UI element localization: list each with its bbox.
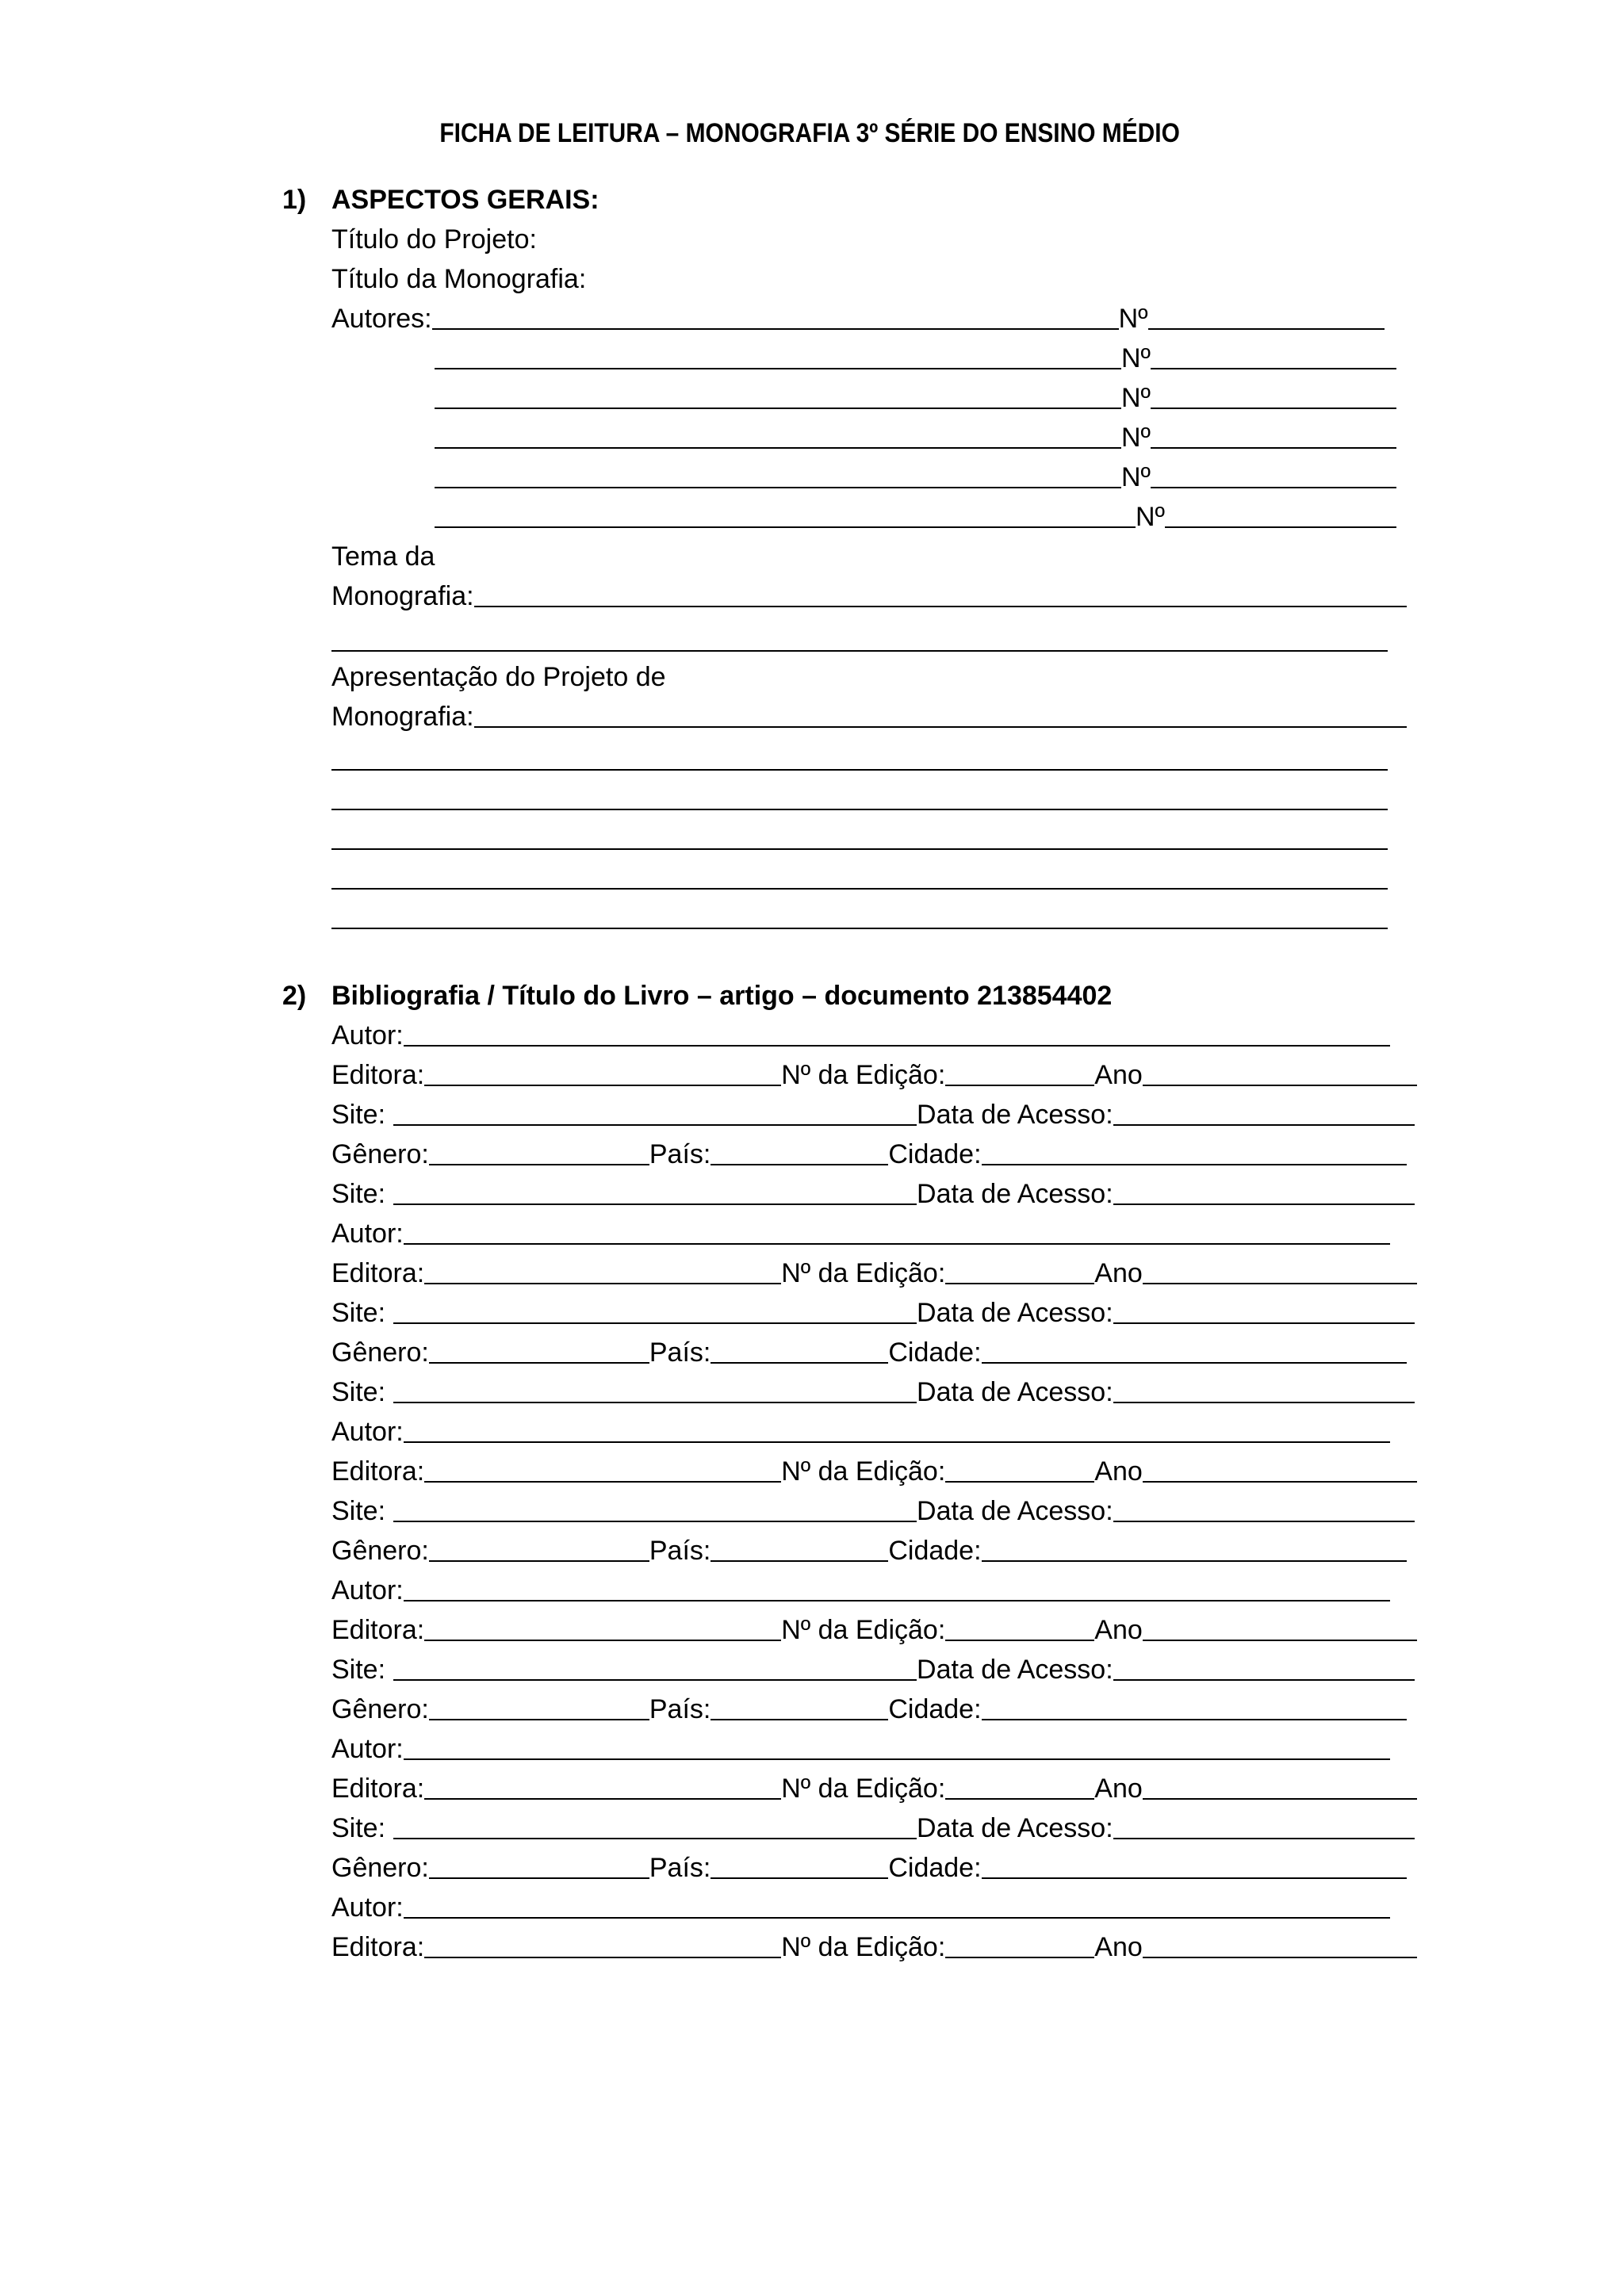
autores-label: Autores:: [331, 304, 432, 334]
ano-label: Ano: [1094, 1060, 1143, 1090]
editora-label: Editora:: [331, 1615, 425, 1645]
data-acesso-field[interactable]: [1113, 1203, 1415, 1205]
edicao-field[interactable]: [945, 1957, 1094, 1958]
data-acesso-field[interactable]: [1113, 1521, 1415, 1522]
site-label: Site:: [331, 1179, 386, 1209]
editora-row: [331, 1451, 1417, 1487]
site-row: [331, 1372, 1415, 1408]
autor-3-number-label: Nº: [1121, 383, 1151, 413]
data-acesso-label: Data de Acesso:: [917, 1179, 1113, 1209]
data-acesso-field[interactable]: [1113, 1124, 1415, 1126]
data-acesso-label: Data de Acesso:: [917, 1496, 1113, 1526]
editora-field[interactable]: [424, 1798, 781, 1800]
autor-field[interactable]: [404, 1045, 1390, 1047]
genero-field[interactable]: [429, 1877, 649, 1879]
genero-field[interactable]: [429, 1164, 649, 1165]
site-row: [331, 1094, 1415, 1131]
data-acesso-field[interactable]: [1113, 1838, 1415, 1839]
pais-field[interactable]: [710, 1164, 888, 1165]
site-field[interactable]: [393, 1679, 917, 1681]
autor-4-row: [435, 417, 1396, 453]
section-2-heading: Bibliografia / Título do Livro – artigo – documento 213854402: [331, 981, 1113, 1011]
edicao-field[interactable]: [945, 1798, 1094, 1800]
section-1-heading: ASPECTOS GERAIS:: [331, 185, 599, 215]
autor-5-number-label: Nº: [1121, 462, 1151, 492]
edicao-label: Nº da Edição:: [781, 1258, 946, 1288]
data-acesso-label: Data de Acesso:: [917, 1655, 1113, 1685]
cidade-label: Cidade:: [888, 1139, 982, 1169]
editora-label: Editora:: [331, 1932, 425, 1962]
autor-1-field[interactable]: [432, 328, 1119, 330]
editora-row: [331, 1054, 1417, 1091]
pais-label: País:: [649, 1694, 711, 1724]
editora-label: Editora:: [331, 1258, 425, 1288]
genero-field[interactable]: [429, 1719, 649, 1720]
editora-row: [331, 1253, 1417, 1289]
autor-5-field[interactable]: [435, 487, 1121, 488]
site-row: [331, 1173, 1415, 1210]
autor-4-number-field[interactable]: [1151, 447, 1396, 449]
genero-row: [331, 1530, 1407, 1567]
edicao-label: Nº da Edição:: [781, 1456, 946, 1487]
pais-field[interactable]: [710, 1719, 888, 1720]
editora-row: [331, 1768, 1417, 1804]
edicao-field[interactable]: [945, 1283, 1094, 1284]
genero-field[interactable]: [429, 1362, 649, 1364]
section-2-number: 2): [282, 981, 307, 1011]
autor-1-number-label: Nº: [1118, 304, 1148, 334]
autor-label: Autor:: [331, 1734, 404, 1764]
autor-5-row: [435, 457, 1396, 493]
site-row: [331, 1490, 1415, 1527]
tema-label-line1: Tema da: [331, 541, 435, 572]
autor-6-row: [435, 496, 1396, 533]
genero-row: [331, 1332, 1407, 1368]
edicao-field[interactable]: [945, 1640, 1094, 1641]
data-acesso-field[interactable]: [1113, 1322, 1415, 1324]
genero-label: Gênero:: [331, 1139, 429, 1169]
site-field[interactable]: [393, 1322, 917, 1324]
genero-row: [331, 1134, 1407, 1170]
autor-row: [331, 1728, 1390, 1765]
edicao-field[interactable]: [945, 1481, 1094, 1483]
autor-2-row: [435, 338, 1396, 374]
autor-label: Autor:: [331, 1575, 404, 1605]
autor-row: [331, 1213, 1390, 1249]
autor-3-field[interactable]: [435, 408, 1121, 409]
autor-2-number-label: Nº: [1121, 343, 1151, 373]
editora-label: Editora:: [331, 1456, 425, 1487]
cidade-label: Cidade:: [888, 1536, 982, 1566]
genero-label: Gênero:: [331, 1337, 429, 1368]
data-acesso-label: Data de Acesso:: [917, 1100, 1113, 1130]
site-field[interactable]: [393, 1521, 917, 1522]
data-acesso-field[interactable]: [1113, 1679, 1415, 1681]
autor-field[interactable]: [404, 1243, 1390, 1245]
editora-field[interactable]: [424, 1283, 781, 1284]
apresentacao-line-1[interactable]: [331, 769, 1388, 771]
autor-6-number-label: Nº: [1136, 502, 1165, 532]
pais-field[interactable]: [710, 1362, 888, 1364]
site-label: Site:: [331, 1655, 386, 1685]
edicao-field[interactable]: [945, 1085, 1094, 1086]
autor-row: [331, 1887, 1390, 1923]
site-label: Site:: [331, 1813, 386, 1843]
autor-row: [331, 1411, 1390, 1448]
cidade-label: Cidade:: [888, 1694, 982, 1724]
pais-label: País:: [649, 1853, 711, 1883]
genero-field[interactable]: [429, 1560, 649, 1562]
autor-1-number-field[interactable]: [1148, 328, 1385, 330]
site-field[interactable]: [393, 1838, 917, 1839]
section-1-number: 1): [282, 185, 307, 215]
ano-label: Ano: [1094, 1456, 1143, 1487]
apresentacao-label-line2: Monografia:: [331, 702, 474, 732]
ano-field[interactable]: [1143, 1640, 1417, 1641]
cidade-field[interactable]: [982, 1362, 1407, 1364]
autor-row: [331, 1015, 1390, 1051]
editora-field[interactable]: [424, 1481, 781, 1483]
apresentacao-field[interactable]: [474, 726, 1407, 728]
pais-label: País:: [649, 1139, 711, 1169]
ano-label: Ano: [1094, 1932, 1143, 1962]
ano-label: Ano: [1094, 1774, 1143, 1804]
editora-label: Editora:: [331, 1774, 425, 1804]
genero-row: [331, 1689, 1407, 1725]
editora-field[interactable]: [424, 1957, 781, 1958]
titulo-monografia-label: Título da Monografia:: [331, 264, 587, 294]
ano-field[interactable]: [1143, 1798, 1417, 1800]
edicao-label: Nº da Edição:: [781, 1615, 946, 1645]
tema-row: [331, 576, 1407, 612]
pais-label: País:: [649, 1536, 711, 1566]
autor-label: Autor:: [331, 1417, 404, 1447]
data-acesso-label: Data de Acesso:: [917, 1298, 1113, 1328]
ano-label: Ano: [1094, 1615, 1143, 1645]
editora-row: [331, 1927, 1417, 1963]
ano-field[interactable]: [1143, 1481, 1417, 1483]
site-label: Site:: [331, 1298, 386, 1328]
data-acesso-label: Data de Acesso:: [917, 1377, 1113, 1407]
edicao-label: Nº da Edição:: [781, 1060, 946, 1090]
autor-4-field[interactable]: [435, 447, 1121, 449]
genero-label: Gênero:: [331, 1694, 429, 1724]
site-label: Site:: [331, 1377, 386, 1407]
autor-field[interactable]: [404, 1758, 1390, 1760]
cidade-label: Cidade:: [888, 1853, 982, 1883]
site-label: Site:: [331, 1100, 386, 1130]
autor-6-field[interactable]: [435, 526, 1136, 528]
apresentacao-line-2[interactable]: [331, 809, 1388, 810]
cidade-field[interactable]: [982, 1164, 1407, 1165]
autor-field[interactable]: [404, 1917, 1390, 1919]
autor-2-number-field[interactable]: [1151, 368, 1396, 369]
apresentacao-line-4[interactable]: [331, 888, 1388, 890]
autor-field[interactable]: [404, 1441, 1390, 1443]
cidade-label: Cidade:: [888, 1337, 982, 1368]
document-title: FICHA DE LEITURA – MONOGRAFIA 3º SÉRIE DO ENSINO MÉDIO: [439, 118, 1180, 148]
pais-field[interactable]: [710, 1560, 888, 1562]
site-row: [331, 1649, 1415, 1686]
autor-field[interactable]: [404, 1600, 1390, 1601]
autor-2-field[interactable]: [435, 368, 1121, 369]
pais-label: País:: [649, 1337, 711, 1368]
autor-5-number-field[interactable]: [1151, 487, 1396, 488]
tema-label-line2: Monografia:: [331, 581, 474, 611]
edicao-label: Nº da Edição:: [781, 1774, 946, 1804]
genero-row: [331, 1847, 1407, 1884]
cidade-field[interactable]: [982, 1719, 1407, 1720]
genero-label: Gênero:: [331, 1853, 429, 1883]
editora-row: [331, 1609, 1417, 1646]
editora-field[interactable]: [424, 1640, 781, 1641]
site-label: Site:: [331, 1496, 386, 1526]
tema-field[interactable]: [474, 606, 1407, 607]
cidade-field[interactable]: [982, 1877, 1407, 1879]
edicao-label: Nº da Edição:: [781, 1932, 946, 1962]
ano-field[interactable]: [1143, 1283, 1417, 1284]
editora-label: Editora:: [331, 1060, 425, 1090]
pais-field[interactable]: [710, 1877, 888, 1879]
autor-6-number-field[interactable]: [1165, 526, 1396, 528]
site-row: [331, 1292, 1415, 1329]
titulo-projeto-label: Título do Projeto:: [331, 224, 537, 254]
site-field[interactable]: [393, 1203, 917, 1205]
autor-label: Autor:: [331, 1892, 404, 1923]
apresentacao-row: [331, 696, 1407, 733]
ano-label: Ano: [1094, 1258, 1143, 1288]
site-field[interactable]: [393, 1402, 917, 1403]
ano-field[interactable]: [1143, 1085, 1417, 1086]
data-acesso-label: Data de Acesso:: [917, 1813, 1113, 1843]
autor-3-number-field[interactable]: [1151, 408, 1396, 409]
ano-field[interactable]: [1143, 1957, 1417, 1958]
data-acesso-field[interactable]: [1113, 1402, 1415, 1403]
autor-label: Autor:: [331, 1219, 404, 1249]
autor-3-row: [435, 377, 1396, 414]
site-field[interactable]: [393, 1124, 917, 1126]
apresentacao-label-line1: Apresentação do Projeto de: [331, 662, 666, 692]
autores-row: [331, 298, 1385, 335]
apresentacao-line-5[interactable]: [331, 928, 1388, 929]
tema-continuation-line[interactable]: [331, 650, 1388, 652]
genero-label: Gênero:: [331, 1536, 429, 1566]
autor-label: Autor:: [331, 1020, 404, 1050]
cidade-field[interactable]: [982, 1560, 1407, 1562]
site-row: [331, 1808, 1415, 1844]
editora-field[interactable]: [424, 1085, 781, 1086]
autor-4-number-label: Nº: [1121, 423, 1151, 453]
autor-row: [331, 1570, 1390, 1606]
apresentacao-line-3[interactable]: [331, 848, 1388, 850]
